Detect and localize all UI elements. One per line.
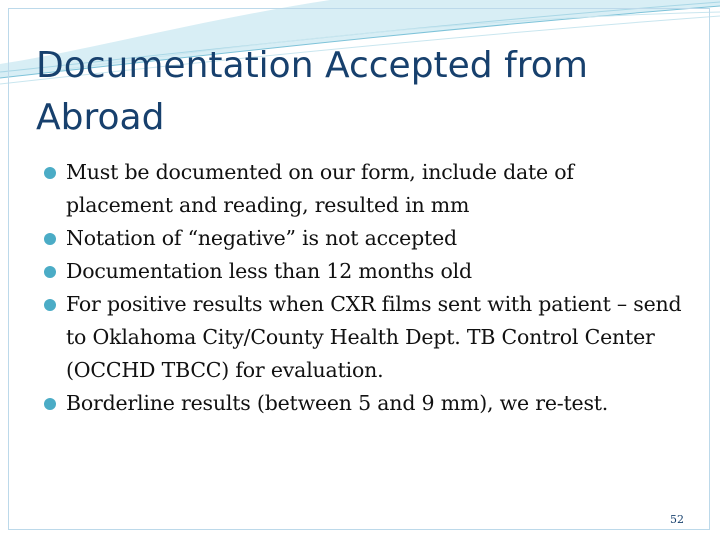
bullet-item — [44, 387, 684, 420]
bullet-dot-icon — [44, 233, 56, 245]
bullet-dot-icon — [44, 299, 56, 311]
bullet-item — [44, 156, 684, 222]
bullet-dot-icon — [44, 167, 56, 179]
bullet-list — [44, 156, 684, 420]
bullet-item — [44, 288, 684, 387]
bullet-text: Notation of “negative” is not accepted — [66, 226, 457, 250]
bullet-item — [44, 222, 684, 255]
bullet-text: Must be documented on our form, include date of placement and reading, resulted in mm — [66, 160, 574, 217]
page-number: 52 — [670, 513, 684, 526]
slide-title: Documentation Accepted from Abroad — [36, 45, 588, 138]
bullet-text: For positive results when CXR films sent with patient – send to Oklahoma City/County Health Dept. TB Control Center (OCCHD TBCC) for evaluation. — [66, 292, 682, 382]
bullet-dot-icon — [44, 266, 56, 278]
bullet-text: Documentation less than 12 months old — [66, 259, 472, 283]
bullet-dot-icon — [44, 398, 56, 410]
bullet-text: Borderline results (between 5 and 9 mm), we re-test. — [66, 391, 609, 415]
bullet-item — [44, 255, 684, 288]
